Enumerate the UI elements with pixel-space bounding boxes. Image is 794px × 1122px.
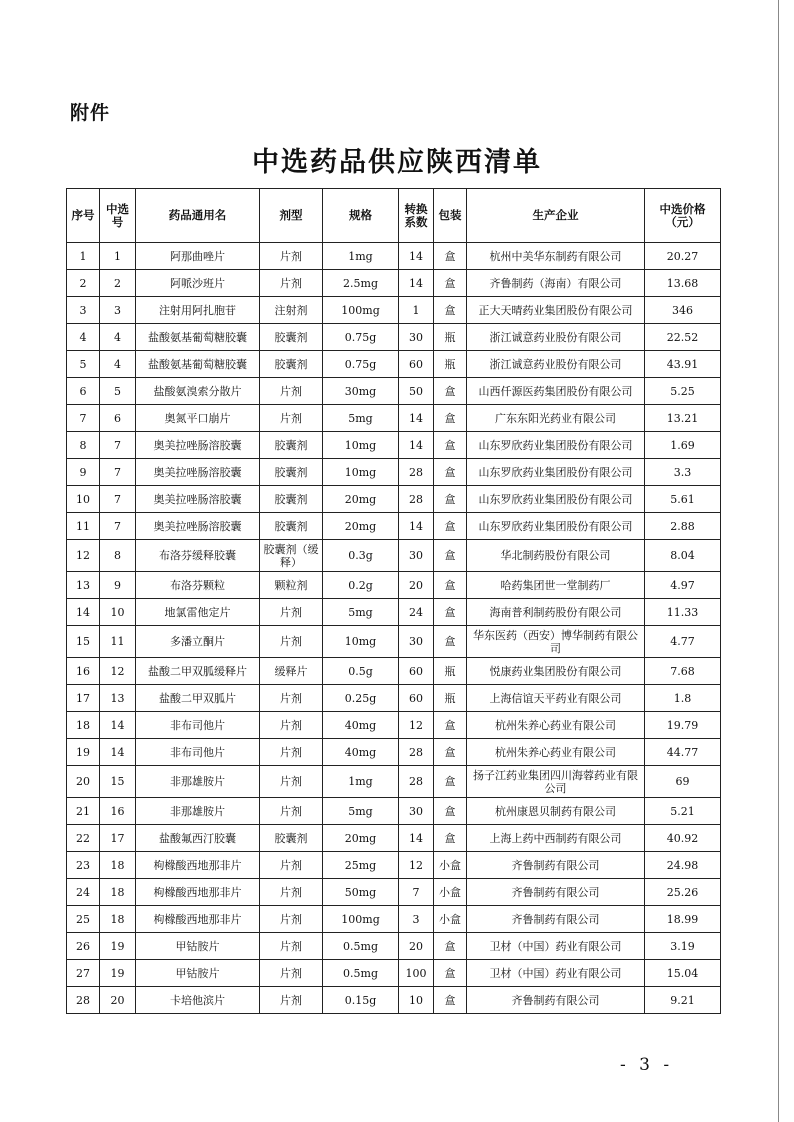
cell-price: 1.8 xyxy=(645,685,721,712)
table-row xyxy=(67,486,721,513)
table-row xyxy=(67,825,721,852)
cell-price: 346 xyxy=(645,297,721,324)
table-row xyxy=(67,960,721,987)
cell-conversion-coefficient: 12 xyxy=(399,852,434,879)
table-row xyxy=(67,933,721,960)
table-row xyxy=(67,270,721,297)
cell-conversion-coefficient: 14 xyxy=(399,432,434,459)
cell-dosage-form: 胶囊剂 xyxy=(260,513,323,540)
cell-package: 盒 xyxy=(434,486,467,513)
cell-manufacturer: 海南普利制药股份有限公司 xyxy=(467,599,645,626)
table-row xyxy=(67,243,721,270)
cell-drug-name: 奥美拉唑肠溶胶囊 xyxy=(136,432,260,459)
cell-selection-number: 12 xyxy=(100,658,136,685)
cell-seq: 1 xyxy=(67,243,100,270)
cell-selection-number: 4 xyxy=(100,324,136,351)
cell-selection-number: 17 xyxy=(100,825,136,852)
cell-package: 盒 xyxy=(434,378,467,405)
cell-package: 盒 xyxy=(434,825,467,852)
cell-package: 盒 xyxy=(434,432,467,459)
cell-selection-number: 18 xyxy=(100,852,136,879)
header-package: 包装 xyxy=(434,189,467,243)
cell-package: 盒 xyxy=(434,540,467,572)
cell-manufacturer: 上海信谊天平药业有限公司 xyxy=(467,685,645,712)
cell-dosage-form: 片剂 xyxy=(260,960,323,987)
cell-conversion-coefficient: 60 xyxy=(399,351,434,378)
cell-drug-name: 奥美拉唑肠溶胶囊 xyxy=(136,459,260,486)
cell-drug-name: 布洛芬缓释胶囊 xyxy=(136,540,260,572)
cell-drug-name: 卡培他滨片 xyxy=(136,987,260,1014)
cell-manufacturer: 杭州朱养心药业有限公司 xyxy=(467,739,645,766)
cell-drug-name: 奥美拉唑肠溶胶囊 xyxy=(136,486,260,513)
cell-manufacturer: 卫材（中国）药业有限公司 xyxy=(467,933,645,960)
cell-price: 19.79 xyxy=(645,712,721,739)
cell-manufacturer: 正大天晴药业集团股份有限公司 xyxy=(467,297,645,324)
cell-specification: 20mg xyxy=(323,486,399,513)
cell-package: 盒 xyxy=(434,599,467,626)
table-row xyxy=(67,572,721,599)
cell-specification: 40mg xyxy=(323,739,399,766)
cell-drug-name: 非那雄胺片 xyxy=(136,766,260,798)
cell-price: 3.3 xyxy=(645,459,721,486)
cell-package: 盒 xyxy=(434,513,467,540)
cell-manufacturer: 齐鲁制药（海南）有限公司 xyxy=(467,270,645,297)
cell-selection-number: 11 xyxy=(100,626,136,658)
cell-seq: 3 xyxy=(67,297,100,324)
cell-dosage-form: 片剂 xyxy=(260,739,323,766)
cell-conversion-coefficient: 10 xyxy=(399,987,434,1014)
cell-drug-name: 盐酸氨基葡萄糖胶囊 xyxy=(136,351,260,378)
cell-price: 4.97 xyxy=(645,572,721,599)
cell-dosage-form: 胶囊剂 xyxy=(260,324,323,351)
cell-price: 4.77 xyxy=(645,626,721,658)
cell-price: 5.25 xyxy=(645,378,721,405)
cell-package: 盒 xyxy=(434,960,467,987)
cell-package: 小盒 xyxy=(434,852,467,879)
cell-conversion-coefficient: 28 xyxy=(399,486,434,513)
cell-conversion-coefficient: 24 xyxy=(399,599,434,626)
cell-manufacturer: 齐鲁制药有限公司 xyxy=(467,852,645,879)
cell-seq: 14 xyxy=(67,599,100,626)
cell-drug-name: 非布司他片 xyxy=(136,739,260,766)
header-selection-number: 中选号 xyxy=(100,189,136,243)
cell-manufacturer: 山西仟源医药集团股份有限公司 xyxy=(467,378,645,405)
table-row xyxy=(67,852,721,879)
cell-selection-number: 13 xyxy=(100,685,136,712)
cell-dosage-form: 缓释片 xyxy=(260,658,323,685)
cell-manufacturer: 上海上药中西制药有限公司 xyxy=(467,825,645,852)
cell-specification: 0.2g xyxy=(323,572,399,599)
cell-specification: 100mg xyxy=(323,906,399,933)
cell-dosage-form: 片剂 xyxy=(260,766,323,798)
cell-price: 7.68 xyxy=(645,658,721,685)
cell-specification: 5mg xyxy=(323,798,399,825)
cell-seq: 10 xyxy=(67,486,100,513)
cell-specification: 40mg xyxy=(323,712,399,739)
cell-package: 盒 xyxy=(434,626,467,658)
cell-dosage-form: 胶囊剂 xyxy=(260,459,323,486)
cell-selection-number: 14 xyxy=(100,712,136,739)
cell-specification: 2.5mg xyxy=(323,270,399,297)
cell-conversion-coefficient: 60 xyxy=(399,685,434,712)
cell-price: 2.88 xyxy=(645,513,721,540)
cell-specification: 1mg xyxy=(323,243,399,270)
cell-package: 瓶 xyxy=(434,351,467,378)
cell-selection-number: 14 xyxy=(100,739,136,766)
cell-selection-number: 2 xyxy=(100,270,136,297)
cell-drug-name: 多潘立酮片 xyxy=(136,626,260,658)
cell-dosage-form: 片剂 xyxy=(260,933,323,960)
cell-manufacturer: 杭州康恩贝制药有限公司 xyxy=(467,798,645,825)
table-row xyxy=(67,739,721,766)
cell-conversion-coefficient: 1 xyxy=(399,297,434,324)
cell-seq: 28 xyxy=(67,987,100,1014)
header-specification: 规格 xyxy=(323,189,399,243)
cell-drug-name: 盐酸二甲双胍片 xyxy=(136,685,260,712)
cell-specification: 50mg xyxy=(323,879,399,906)
cell-price: 15.04 xyxy=(645,960,721,987)
cell-specification: 0.5mg xyxy=(323,933,399,960)
cell-price: 20.27 xyxy=(645,243,721,270)
cell-dosage-form: 片剂 xyxy=(260,906,323,933)
cell-manufacturer: 齐鲁制药有限公司 xyxy=(467,879,645,906)
cell-price: 25.26 xyxy=(645,879,721,906)
cell-selection-number: 19 xyxy=(100,933,136,960)
table-row xyxy=(67,712,721,739)
cell-drug-name: 阿那曲唑片 xyxy=(136,243,260,270)
table-row xyxy=(67,626,721,658)
cell-package: 盒 xyxy=(434,987,467,1014)
cell-seq: 4 xyxy=(67,324,100,351)
scan-edge-line xyxy=(778,0,779,1122)
cell-price: 3.19 xyxy=(645,933,721,960)
cell-package: 盒 xyxy=(434,572,467,599)
cell-price: 13.68 xyxy=(645,270,721,297)
cell-manufacturer: 广东东阳光药业有限公司 xyxy=(467,405,645,432)
cell-manufacturer: 山东罗欣药业集团股份有限公司 xyxy=(467,486,645,513)
cell-selection-number: 7 xyxy=(100,486,136,513)
cell-seq: 16 xyxy=(67,658,100,685)
cell-dosage-form: 片剂 xyxy=(260,599,323,626)
cell-dosage-form: 片剂 xyxy=(260,626,323,658)
cell-seq: 11 xyxy=(67,513,100,540)
cell-specification: 0.5mg xyxy=(323,960,399,987)
cell-selection-number: 18 xyxy=(100,906,136,933)
cell-conversion-coefficient: 14 xyxy=(399,513,434,540)
cell-conversion-coefficient: 20 xyxy=(399,933,434,960)
cell-seq: 6 xyxy=(67,378,100,405)
cell-seq: 18 xyxy=(67,712,100,739)
cell-seq: 22 xyxy=(67,825,100,852)
cell-package: 盒 xyxy=(434,739,467,766)
cell-dosage-form: 颗粒剂 xyxy=(260,572,323,599)
cell-package: 盒 xyxy=(434,798,467,825)
header-seq: 序号 xyxy=(67,189,100,243)
cell-price: 24.98 xyxy=(645,852,721,879)
cell-dosage-form: 片剂 xyxy=(260,405,323,432)
cell-drug-name: 非布司他片 xyxy=(136,712,260,739)
table-row xyxy=(67,540,721,572)
table-row xyxy=(67,766,721,798)
cell-manufacturer: 悦康药业集团股份有限公司 xyxy=(467,658,645,685)
cell-selection-number: 18 xyxy=(100,879,136,906)
header-price: 中选价格（元） xyxy=(645,189,721,243)
table-row xyxy=(67,432,721,459)
cell-price: 5.61 xyxy=(645,486,721,513)
cell-manufacturer: 浙江诚意药业股份有限公司 xyxy=(467,324,645,351)
cell-conversion-coefficient: 30 xyxy=(399,540,434,572)
cell-package: 瓶 xyxy=(434,324,467,351)
cell-conversion-coefficient: 12 xyxy=(399,712,434,739)
cell-specification: 20mg xyxy=(323,513,399,540)
cell-seq: 8 xyxy=(67,432,100,459)
cell-manufacturer: 扬子江药业集团四川海蓉药业有限公司 xyxy=(467,766,645,798)
header-conversion-coefficient: 转换系数 xyxy=(399,189,434,243)
cell-drug-name: 布洛芬颗粒 xyxy=(136,572,260,599)
cell-dosage-form: 胶囊剂（缓释） xyxy=(260,540,323,572)
cell-conversion-coefficient: 14 xyxy=(399,405,434,432)
cell-dosage-form: 片剂 xyxy=(260,685,323,712)
cell-seq: 19 xyxy=(67,739,100,766)
cell-seq: 25 xyxy=(67,906,100,933)
cell-dosage-form: 胶囊剂 xyxy=(260,486,323,513)
cell-selection-number: 6 xyxy=(100,405,136,432)
cell-dosage-form: 注射剂 xyxy=(260,297,323,324)
cell-selection-number: 5 xyxy=(100,378,136,405)
cell-price: 43.91 xyxy=(645,351,721,378)
cell-package: 瓶 xyxy=(434,658,467,685)
cell-selection-number: 15 xyxy=(100,766,136,798)
table-row xyxy=(67,351,721,378)
cell-manufacturer: 山东罗欣药业集团股份有限公司 xyxy=(467,459,645,486)
cell-package: 盒 xyxy=(434,405,467,432)
cell-drug-name: 甲钴胺片 xyxy=(136,933,260,960)
cell-seq: 17 xyxy=(67,685,100,712)
drug-supply-table xyxy=(66,188,721,1014)
table-row xyxy=(67,599,721,626)
cell-specification: 1mg xyxy=(323,766,399,798)
cell-drug-name: 盐酸氨溴索分散片 xyxy=(136,378,260,405)
cell-conversion-coefficient: 28 xyxy=(399,459,434,486)
cell-dosage-form: 片剂 xyxy=(260,879,323,906)
cell-manufacturer: 杭州中美华东制药有限公司 xyxy=(467,243,645,270)
cell-price: 40.92 xyxy=(645,825,721,852)
cell-dosage-form: 片剂 xyxy=(260,798,323,825)
cell-conversion-coefficient: 14 xyxy=(399,825,434,852)
cell-selection-number: 7 xyxy=(100,432,136,459)
cell-specification: 0.15g xyxy=(323,987,399,1014)
cell-drug-name: 盐酸氟西汀胶囊 xyxy=(136,825,260,852)
cell-selection-number: 7 xyxy=(100,459,136,486)
cell-selection-number: 9 xyxy=(100,572,136,599)
cell-specification: 100mg xyxy=(323,297,399,324)
cell-specification: 0.75g xyxy=(323,324,399,351)
cell-specification: 5mg xyxy=(323,405,399,432)
cell-conversion-coefficient: 30 xyxy=(399,324,434,351)
cell-specification: 10mg xyxy=(323,459,399,486)
cell-drug-name: 枸橼酸西地那非片 xyxy=(136,852,260,879)
cell-seq: 5 xyxy=(67,351,100,378)
cell-conversion-coefficient: 30 xyxy=(399,798,434,825)
cell-manufacturer: 山东罗欣药业集团股份有限公司 xyxy=(467,513,645,540)
cell-price: 18.99 xyxy=(645,906,721,933)
table-row xyxy=(67,378,721,405)
cell-package: 盒 xyxy=(434,933,467,960)
cell-selection-number: 1 xyxy=(100,243,136,270)
cell-selection-number: 19 xyxy=(100,960,136,987)
page-number: - 3 - xyxy=(620,1055,674,1075)
cell-price: 11.33 xyxy=(645,599,721,626)
cell-price: 8.04 xyxy=(645,540,721,572)
cell-dosage-form: 片剂 xyxy=(260,712,323,739)
cell-manufacturer: 齐鲁制药有限公司 xyxy=(467,906,645,933)
cell-selection-number: 16 xyxy=(100,798,136,825)
cell-selection-number: 10 xyxy=(100,599,136,626)
cell-drug-name: 甲钴胺片 xyxy=(136,960,260,987)
table-row xyxy=(67,297,721,324)
cell-drug-name: 盐酸二甲双胍缓释片 xyxy=(136,658,260,685)
table-row xyxy=(67,879,721,906)
table-header-row xyxy=(67,189,721,243)
cell-seq: 7 xyxy=(67,405,100,432)
cell-selection-number: 3 xyxy=(100,297,136,324)
cell-conversion-coefficient: 20 xyxy=(399,572,434,599)
table-row xyxy=(67,513,721,540)
cell-selection-number: 7 xyxy=(100,513,136,540)
cell-specification: 10mg xyxy=(323,432,399,459)
header-drug-name: 药品通用名 xyxy=(136,189,260,243)
cell-price: 13.21 xyxy=(645,405,721,432)
cell-specification: 5mg xyxy=(323,599,399,626)
cell-package: 盒 xyxy=(434,766,467,798)
cell-dosage-form: 片剂 xyxy=(260,987,323,1014)
cell-drug-name: 阿哌沙班片 xyxy=(136,270,260,297)
table-row xyxy=(67,459,721,486)
cell-seq: 9 xyxy=(67,459,100,486)
table-row xyxy=(67,405,721,432)
cell-drug-name: 地氯雷他定片 xyxy=(136,599,260,626)
cell-specification: 30mg xyxy=(323,378,399,405)
cell-conversion-coefficient: 14 xyxy=(399,270,434,297)
cell-conversion-coefficient: 60 xyxy=(399,658,434,685)
cell-package: 小盒 xyxy=(434,906,467,933)
cell-selection-number: 8 xyxy=(100,540,136,572)
header-manufacturer: 生产企业 xyxy=(467,189,645,243)
cell-specification: 10mg xyxy=(323,626,399,658)
cell-seq: 20 xyxy=(67,766,100,798)
cell-manufacturer: 华东医药（西安）博华制药有限公司 xyxy=(467,626,645,658)
cell-price: 1.69 xyxy=(645,432,721,459)
table-body xyxy=(67,243,721,1014)
cell-specification: 0.25g xyxy=(323,685,399,712)
cell-price: 5.21 xyxy=(645,798,721,825)
cell-specification: 0.5g xyxy=(323,658,399,685)
cell-package: 小盒 xyxy=(434,879,467,906)
cell-package: 盒 xyxy=(434,270,467,297)
cell-dosage-form: 胶囊剂 xyxy=(260,351,323,378)
table-row xyxy=(67,987,721,1014)
cell-conversion-coefficient: 100 xyxy=(399,960,434,987)
cell-manufacturer: 华北制药股份有限公司 xyxy=(467,540,645,572)
cell-dosage-form: 片剂 xyxy=(260,270,323,297)
cell-drug-name: 枸橼酸西地那非片 xyxy=(136,906,260,933)
cell-package: 盒 xyxy=(434,712,467,739)
cell-package: 盒 xyxy=(434,243,467,270)
cell-seq: 13 xyxy=(67,572,100,599)
table-row xyxy=(67,324,721,351)
cell-drug-name: 奥美拉唑肠溶胶囊 xyxy=(136,513,260,540)
cell-conversion-coefficient: 28 xyxy=(399,739,434,766)
cell-drug-name: 注射用阿扎胞苷 xyxy=(136,297,260,324)
cell-drug-name: 盐酸氨基葡萄糖胶囊 xyxy=(136,324,260,351)
cell-seq: 12 xyxy=(67,540,100,572)
cell-seq: 26 xyxy=(67,933,100,960)
cell-conversion-coefficient: 3 xyxy=(399,906,434,933)
header-dosage-form: 剂型 xyxy=(260,189,323,243)
cell-dosage-form: 胶囊剂 xyxy=(260,432,323,459)
cell-conversion-coefficient: 7 xyxy=(399,879,434,906)
cell-package: 瓶 xyxy=(434,685,467,712)
cell-price: 22.52 xyxy=(645,324,721,351)
table-row xyxy=(67,685,721,712)
cell-manufacturer: 哈药集团世一堂制药厂 xyxy=(467,572,645,599)
cell-package: 盒 xyxy=(434,459,467,486)
cell-drug-name: 枸橼酸西地那非片 xyxy=(136,879,260,906)
cell-dosage-form: 片剂 xyxy=(260,243,323,270)
cell-drug-name: 奥氮平口崩片 xyxy=(136,405,260,432)
cell-selection-number: 4 xyxy=(100,351,136,378)
cell-dosage-form: 片剂 xyxy=(260,852,323,879)
cell-price: 69 xyxy=(645,766,721,798)
cell-specification: 20mg xyxy=(323,825,399,852)
cell-manufacturer: 杭州朱养心药业有限公司 xyxy=(467,712,645,739)
cell-seq: 24 xyxy=(67,879,100,906)
cell-conversion-coefficient: 30 xyxy=(399,626,434,658)
table-row xyxy=(67,906,721,933)
cell-selection-number: 20 xyxy=(100,987,136,1014)
table-row xyxy=(67,658,721,685)
cell-seq: 21 xyxy=(67,798,100,825)
cell-price: 44.77 xyxy=(645,739,721,766)
cell-conversion-coefficient: 28 xyxy=(399,766,434,798)
cell-manufacturer: 山东罗欣药业集团股份有限公司 xyxy=(467,432,645,459)
cell-dosage-form: 片剂 xyxy=(260,378,323,405)
cell-seq: 23 xyxy=(67,852,100,879)
cell-package: 盒 xyxy=(434,297,467,324)
cell-seq: 15 xyxy=(67,626,100,658)
table-row xyxy=(67,798,721,825)
document-title: 中选药品供应陕西清单 xyxy=(252,147,542,178)
cell-specification: 0.3g xyxy=(323,540,399,572)
cell-seq: 2 xyxy=(67,270,100,297)
cell-specification: 0.75g xyxy=(323,351,399,378)
cell-seq: 27 xyxy=(67,960,100,987)
cell-drug-name: 非那雄胺片 xyxy=(136,798,260,825)
attachment-label: 附件 xyxy=(70,102,111,124)
cell-manufacturer: 浙江诚意药业股份有限公司 xyxy=(467,351,645,378)
cell-manufacturer: 卫材（中国）药业有限公司 xyxy=(467,960,645,987)
cell-dosage-form: 胶囊剂 xyxy=(260,825,323,852)
cell-specification: 25mg xyxy=(323,852,399,879)
cell-conversion-coefficient: 50 xyxy=(399,378,434,405)
cell-manufacturer: 齐鲁制药有限公司 xyxy=(467,987,645,1014)
cell-price: 9.21 xyxy=(645,987,721,1014)
cell-conversion-coefficient: 14 xyxy=(399,243,434,270)
